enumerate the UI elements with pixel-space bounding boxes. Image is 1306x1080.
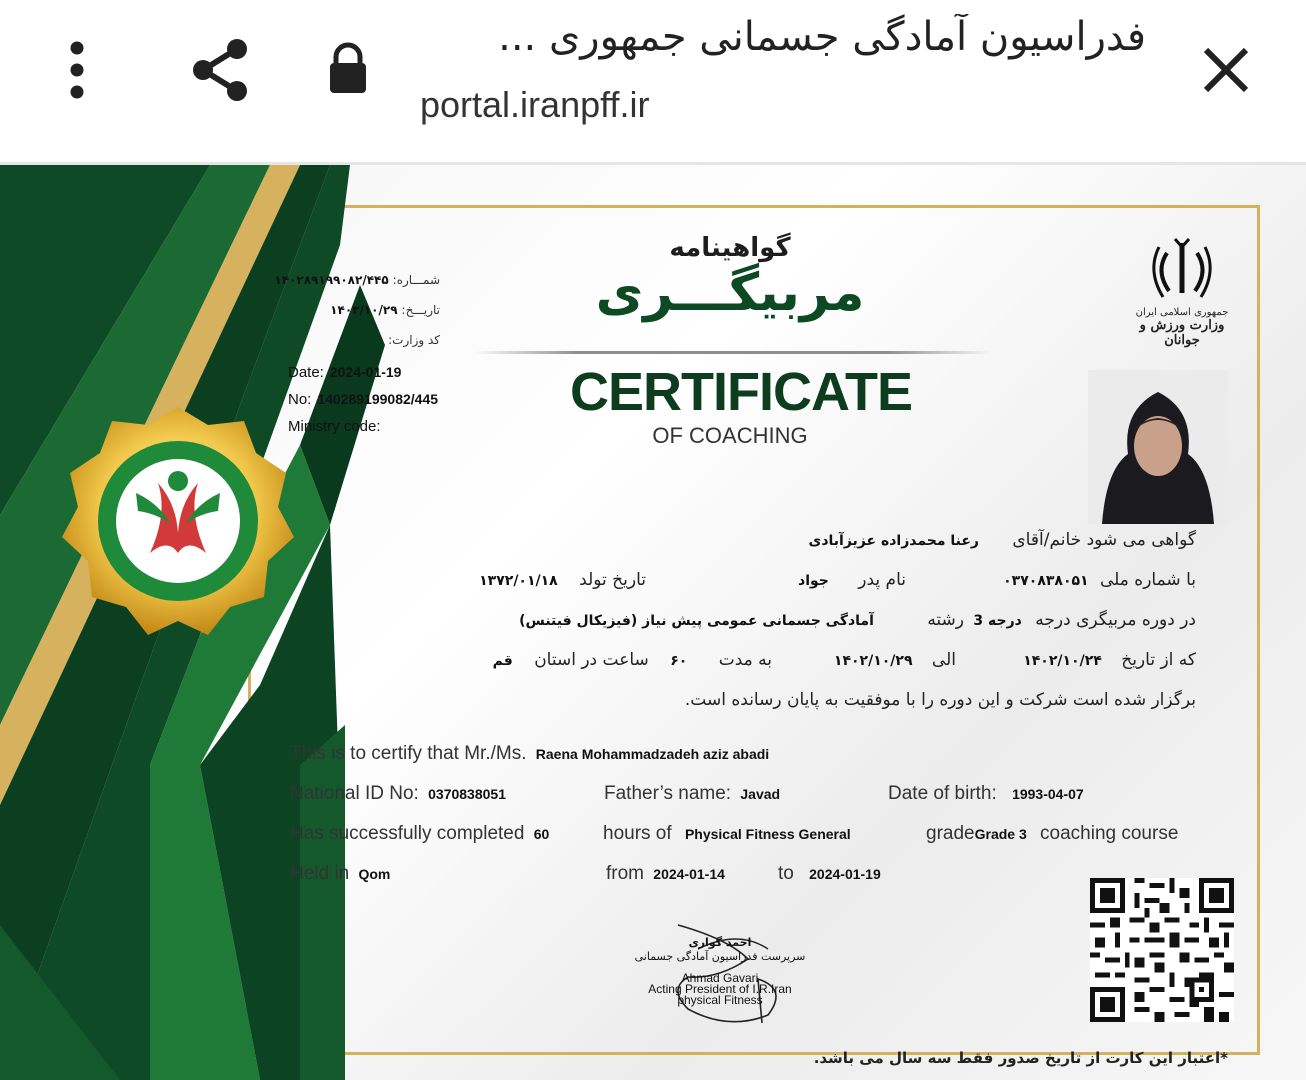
fa-field-value: آمادگی جسمانی عمومی پیش نیاز (فیزیکال فیتنس)	[519, 613, 874, 629]
validity-footnote: *اعتبار این کارت از تاریخ صدور فقط سه سال می باشد.	[813, 1049, 1228, 1067]
en-national-id	[290, 783, 506, 805]
fa-field-label: رشته	[927, 610, 965, 630]
signer-title-fa: سرپرست فدراسیون آمادگی جسمانی	[634, 950, 806, 963]
en-date-value: 2024-01-19	[329, 364, 402, 380]
en-father-value: Javad	[740, 786, 781, 802]
en-father-label: Father’s name:	[604, 783, 732, 804]
qr-code[interactable]	[1090, 878, 1234, 1022]
title-en-1: CERTIFICATE	[570, 362, 912, 422]
emblem-line-2: وزارت ورزش و جوانان	[1139, 318, 1225, 348]
fa-row-1	[809, 530, 1196, 550]
fa-father	[798, 570, 906, 590]
en-grade	[926, 823, 1178, 845]
en-no-label: No:	[288, 391, 312, 408]
en-dob-label: Date of birth:	[888, 783, 997, 804]
title-fa-2: مربیگـــری	[595, 263, 865, 323]
fa-duration	[493, 650, 772, 670]
en-coaching-label: coaching course	[1040, 823, 1179, 844]
more-vertical-icon[interactable]	[52, 38, 102, 102]
en-father	[604, 783, 780, 805]
en-from	[606, 863, 725, 885]
fa-province: قم	[492, 653, 513, 669]
fa-ministry-label: کد وزارت:	[388, 333, 440, 347]
fa-birth	[479, 570, 646, 590]
share-icon[interactable]	[182, 34, 258, 106]
holder-photo	[1088, 370, 1228, 524]
en-dob-value: 1993-04-07	[1012, 786, 1084, 802]
en-id-value: 0370838051	[428, 786, 506, 802]
en-hours-of-label: hours of	[603, 823, 672, 844]
en-held-label: Held in	[290, 863, 350, 884]
en-grade-label: grade	[926, 823, 975, 844]
title-en-2: OF COACHING	[652, 423, 808, 448]
fa-birth-value: ۱۳۷۲/۰۱/۱۸	[479, 573, 558, 589]
fa-date-value: ۱۴۰۲/۱۰/۲۹	[330, 303, 398, 317]
fa-grade-value: درجه 3	[973, 613, 1022, 629]
fa-hours-label: ساعت در استان	[534, 650, 649, 670]
fa-number-label: شمـــاره:	[392, 273, 440, 287]
signer-name-en: Ahmad Gavari	[681, 971, 759, 985]
en-hours-value: 60	[533, 826, 550, 842]
signer-title-en-2: physical Fitness	[677, 993, 763, 1007]
persian-title	[560, 233, 900, 323]
fa-date-label: تاریـــخ:	[401, 303, 440, 317]
fa-id-value: ۰۳۷۰۸۳۸۰۵۱	[1003, 573, 1089, 589]
en-to-label: to	[778, 863, 794, 884]
en-completed	[290, 823, 549, 845]
lock-icon[interactable]	[322, 40, 374, 96]
fa-id-label: با شماره ملی	[1100, 570, 1196, 590]
english-meta	[288, 359, 438, 440]
fa-from	[1023, 650, 1196, 670]
browser-top-bar	[0, 0, 1306, 165]
en-certify-row	[290, 743, 769, 765]
en-id-label: National ID No:	[290, 783, 419, 804]
persian-meta	[250, 265, 440, 355]
en-course	[603, 823, 851, 845]
en-from-value: 2024-01-14	[653, 866, 725, 882]
fa-from-label: که از تاریخ	[1121, 650, 1196, 670]
en-holder-name: Raena Mohammadzadeh aziz abadi	[535, 746, 770, 762]
signer-title-en-1: Acting President of I.R.Iran	[648, 982, 792, 996]
en-course-value: Physical Fitness General	[684, 826, 851, 842]
fa-to	[834, 650, 956, 670]
certificate	[0, 165, 1306, 1080]
fa-number-value: ۱۴۰۲۸۹۱۹۹۰۸۲/۴۴۵	[274, 273, 389, 287]
page-url[interactable]: portal.iranpff.ir	[420, 84, 650, 125]
signer-en	[610, 973, 830, 1006]
en-to	[778, 863, 881, 885]
en-held-value: Qom	[358, 866, 391, 882]
fa-national-id	[1003, 570, 1196, 590]
en-held	[290, 863, 390, 885]
iran-emblem-logo	[1128, 235, 1236, 348]
fa-father-label: نام پدر	[858, 570, 906, 590]
fa-from-value: ۱۴۰۲/۱۰/۲۴	[1023, 653, 1102, 669]
fa-father-value: جواد	[798, 573, 829, 589]
en-ministry-label: Ministry code:	[288, 418, 381, 435]
fa-to-value: ۱۴۰۲/۱۰/۲۹	[833, 653, 913, 669]
title-fa-1: گواهینامه	[669, 233, 791, 263]
page-title: فدراسیون آمادگی جسمانی جمهوری ...	[498, 14, 1146, 60]
fa-to-label: الی	[931, 650, 956, 670]
fa-holder-name: رعنا محمدزاده عزیزآبادی	[808, 533, 979, 549]
en-to-value: 2024-01-19	[809, 866, 881, 882]
signature-block	[610, 915, 830, 1035]
fa-row-5: برگزار شده است شرکت و این دوره را با موفقیت به پایان رسانده است.	[684, 690, 1196, 710]
title-divider	[475, 351, 990, 354]
fa-grade-label: در دوره مربیگری درجه	[1035, 610, 1196, 630]
en-no-value: 140289199082/445	[317, 391, 439, 407]
emblem-line-1: جمهوری اسلامی ایران	[1135, 307, 1229, 318]
fa-certify-label: گواهی می شود خانم/آقای	[1012, 530, 1196, 550]
close-icon[interactable]	[1194, 38, 1258, 102]
en-certify-label: This is to certify that Mr./Ms.	[290, 743, 527, 764]
fa-duration-value: ۶۰	[670, 653, 688, 669]
federation-seal-logo	[58, 403, 298, 639]
fa-birth-label: تاریخ تولد	[579, 570, 646, 590]
en-from-label: from	[606, 863, 644, 884]
en-dob	[888, 783, 1084, 805]
fa-course-row	[519, 610, 1196, 630]
fa-duration-label: به مدت	[718, 650, 772, 670]
en-date-label: Date:	[288, 364, 324, 381]
en-completed-label: Has successfully completed	[290, 823, 525, 844]
signer-name-fa: احمد گواری	[688, 936, 752, 949]
en-grade-value: Grade 3	[974, 826, 1027, 842]
